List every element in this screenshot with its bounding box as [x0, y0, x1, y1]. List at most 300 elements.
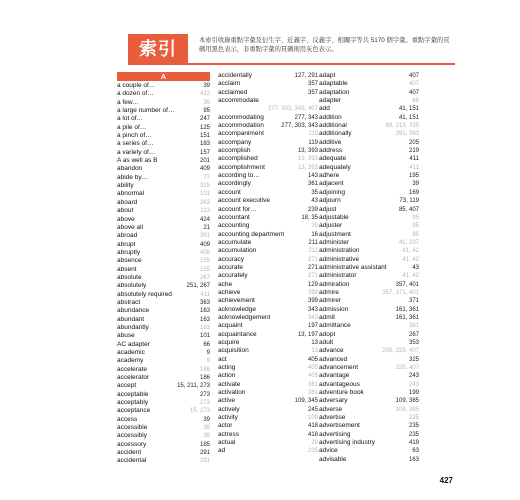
index-entry	[117, 324, 210, 332]
entry-pages: 363	[199, 299, 210, 306]
page-number: 427	[439, 476, 453, 485]
entry-pages: 163	[408, 456, 419, 463]
index-entry	[117, 207, 210, 215]
entry-pages: 186	[199, 375, 210, 382]
entry-pages: 109, 385	[395, 398, 419, 405]
index-entry	[117, 416, 210, 424]
entry-word: acceptance	[117, 407, 151, 415]
entry-pages: 422	[199, 91, 210, 98]
index-entry	[117, 424, 210, 432]
entry-pages: 235	[307, 448, 318, 455]
entry-word: abuse	[117, 332, 135, 340]
entry-pages: 183	[199, 141, 210, 148]
entry-word: adequate	[319, 155, 347, 163]
index-entry	[319, 297, 419, 305]
entry-pages: 273	[199, 400, 210, 407]
entry-pages: 163	[199, 324, 210, 331]
index-entry	[319, 214, 419, 222]
entry-pages: 243	[408, 381, 419, 388]
entry-word: advertising	[319, 430, 351, 438]
entry-word: acquire	[218, 339, 240, 346]
index-entry	[117, 307, 210, 315]
index-entry	[218, 222, 318, 230]
entry-pages: 95	[412, 214, 419, 221]
entry-word: ache	[218, 280, 233, 288]
entry-word: accomplish	[218, 147, 251, 155]
index-entry	[319, 189, 419, 197]
entry-word: adjust	[319, 205, 337, 213]
entry-pages: 119	[308, 139, 318, 146]
entry-word: accident	[117, 449, 142, 457]
index-entry	[117, 274, 210, 282]
index-entry	[218, 155, 318, 163]
entry-word: acquaint	[218, 322, 243, 330]
index-entry	[319, 456, 419, 464]
index-entry	[117, 391, 210, 399]
entry-word: admiration	[319, 280, 350, 288]
entry-pages: 411	[200, 291, 210, 298]
index-entry	[218, 306, 318, 314]
index-entry	[117, 90, 210, 98]
entry-word: advantageous	[319, 380, 360, 388]
entry-word: adapter	[319, 97, 342, 105]
entry-word: admire	[319, 288, 339, 296]
entry-pages: 381	[307, 390, 318, 397]
entry-pages: 169	[408, 189, 419, 196]
entry-word: adult	[319, 339, 334, 346]
entry-word: above	[117, 215, 135, 223]
entry-pages: 357	[307, 89, 318, 96]
entry-pages: 69, 213, 335	[385, 123, 419, 130]
index-entry	[117, 140, 210, 148]
entry-word: achieve	[218, 288, 241, 296]
entry-word: abrupt	[117, 240, 136, 248]
entry-word: additional	[319, 122, 347, 130]
index-entry	[319, 414, 419, 422]
index-entry	[218, 172, 318, 180]
index-entry	[319, 172, 419, 180]
entry-word: administrative	[319, 255, 360, 263]
entry-word: adopt	[319, 330, 336, 338]
entry-word: adventure book	[319, 389, 364, 397]
entry-pages: 235	[408, 415, 419, 422]
title-divider	[128, 63, 455, 65]
entry-pages: 411	[409, 156, 419, 163]
index-entry	[319, 122, 419, 130]
index-entry	[319, 431, 419, 439]
entry-pages: 155	[199, 266, 210, 273]
entry-pages: 41, 237	[398, 239, 419, 246]
entry-pages: 39	[203, 83, 210, 89]
entry-pages: 129	[307, 281, 318, 288]
index-entry	[319, 406, 419, 414]
entry-pages: 39	[203, 433, 210, 440]
entry-word: acting	[218, 364, 236, 372]
index-entry	[319, 80, 419, 88]
entry-word: acclaim	[218, 80, 241, 88]
index-entry	[218, 397, 318, 405]
entry-pages: 29	[311, 440, 318, 447]
entry-pages: 95	[203, 108, 210, 115]
index-entry	[218, 389, 318, 397]
entry-pages: 357, 401	[395, 281, 419, 288]
index-title: 索引	[128, 34, 188, 64]
entry-pages: 13	[311, 340, 318, 346]
entry-word: a pile of…	[117, 123, 147, 131]
entry-pages: 13, 393	[297, 156, 318, 163]
entry-word: absolute	[117, 273, 142, 281]
entry-word: accordingly	[218, 180, 251, 188]
index-entry	[117, 349, 210, 357]
entry-word: according to…	[218, 172, 260, 180]
entry-word: academy	[117, 357, 144, 365]
entry-pages: 41, 151	[398, 106, 419, 113]
entry-pages: 16	[311, 231, 318, 238]
index-entry	[218, 297, 318, 305]
index-entry	[117, 257, 210, 265]
entry-word: accessibly	[117, 432, 147, 440]
entry-word: abundantly	[117, 323, 149, 331]
entry-word: absolutely	[117, 282, 147, 290]
index-entry	[117, 115, 210, 123]
index-entry	[117, 266, 210, 274]
entry-pages: 197	[307, 323, 318, 330]
entry-pages: 245	[307, 406, 318, 413]
index-entry	[218, 414, 318, 422]
index-entry	[218, 422, 318, 430]
entry-pages: 9	[206, 350, 210, 356]
index-entry	[218, 447, 318, 455]
entry-word: accountant	[218, 213, 250, 221]
entry-pages: 343	[307, 314, 318, 321]
entry-word: advancement	[319, 364, 359, 372]
entry-pages: 101	[199, 333, 210, 340]
entry-pages: 405	[307, 356, 318, 363]
entry-word: add	[319, 105, 330, 113]
index-entry	[218, 89, 318, 97]
index-entry	[117, 241, 210, 249]
index-entry	[218, 239, 318, 247]
index-entry	[117, 216, 210, 224]
entry-pages: 271	[307, 273, 318, 280]
entry-word: accounting	[218, 222, 250, 230]
entry-word: account	[218, 188, 241, 196]
index-entry	[319, 231, 419, 239]
entry-pages: 9	[206, 358, 210, 365]
index-entry	[218, 164, 318, 172]
index-entry	[319, 247, 419, 255]
entry-word: accompany	[218, 138, 252, 146]
entry-word: active	[218, 397, 235, 405]
entry-pages: 161, 361	[395, 306, 419, 313]
entry-pages: 155	[199, 258, 210, 265]
entry-word: adverse	[319, 405, 343, 413]
entry-word: address	[319, 147, 343, 155]
entry-word: advice	[319, 447, 338, 455]
entry-pages: 15, 273	[189, 408, 210, 415]
entry-pages: 424	[199, 216, 210, 223]
entry-pages: 41, 42	[402, 256, 419, 263]
index-entry	[117, 224, 210, 232]
entry-pages: 39	[203, 416, 210, 423]
entry-pages: 405	[307, 373, 318, 380]
entry-word: administrator	[319, 272, 357, 280]
entry-word: accommodation	[218, 122, 264, 130]
entry-word: adjacent	[319, 180, 344, 188]
entry-word: A as well as B	[117, 157, 158, 165]
entry-pages: 119	[308, 131, 318, 138]
index-entry	[319, 222, 419, 230]
entry-pages: 219	[408, 148, 419, 155]
entry-word: acknowledgement	[218, 313, 271, 321]
entry-word: activity	[218, 414, 238, 422]
index-entry	[117, 457, 210, 465]
letter-header-a: A	[117, 72, 210, 81]
index-entry	[319, 372, 419, 380]
index-entry	[117, 382, 210, 390]
index-entry	[117, 366, 210, 374]
entry-pages: 63	[412, 448, 419, 455]
index-entry	[319, 447, 419, 455]
index-entry	[218, 72, 318, 80]
entry-pages: 325	[408, 356, 419, 363]
entry-word: accessible	[117, 424, 148, 432]
entry-word: AC adapter	[117, 340, 150, 348]
entry-word: account for…	[218, 205, 257, 213]
entry-pages: 186	[199, 366, 210, 373]
entry-word: accommodating	[218, 113, 264, 121]
entry-pages: 41, 42	[402, 273, 419, 280]
entry-pages: 205, 325, 407	[382, 348, 419, 355]
index-entry	[218, 289, 318, 297]
index-entry	[117, 232, 210, 240]
entry-pages: 211	[308, 248, 318, 255]
entry-pages: 277, 343	[294, 114, 318, 121]
entry-pages: 109, 345	[294, 398, 318, 405]
entry-word: admit	[319, 313, 335, 321]
index-entry	[117, 282, 210, 290]
entry-pages: 409	[199, 249, 210, 256]
index-entry	[218, 264, 318, 272]
entry-pages: 35	[311, 223, 318, 230]
index-entry	[218, 122, 318, 130]
entry-word: a few…	[117, 98, 140, 106]
entry-word: adaptable	[319, 80, 348, 88]
entry-word: additive	[319, 138, 342, 146]
index-entry	[117, 124, 210, 132]
entry-pages: 163	[199, 308, 210, 315]
entry-word: adapt	[319, 72, 336, 79]
entry-word: ability	[117, 182, 134, 190]
index-entry	[319, 289, 419, 297]
entry-word: adjustment	[319, 230, 351, 238]
index-entry	[319, 331, 419, 339]
entry-word: a lot of…	[117, 115, 144, 123]
index-column-1	[117, 72, 210, 466]
entry-word: a pinch of…	[117, 132, 152, 140]
entry-pages: 371	[408, 298, 419, 305]
index-entry	[319, 397, 419, 405]
index-entry	[218, 214, 318, 222]
entry-pages: 235	[408, 423, 419, 430]
entry-pages: 39	[203, 425, 210, 432]
entry-word: activation	[218, 389, 246, 397]
entry-pages: 343	[307, 306, 318, 313]
entry-word: acceptable	[117, 390, 149, 398]
index-entry	[319, 347, 419, 355]
entry-word: additionally	[319, 130, 352, 138]
entry-word: advantage	[319, 372, 350, 380]
index-entry	[319, 105, 419, 113]
index-entry	[117, 182, 210, 190]
index-entry	[218, 347, 318, 355]
index-entry	[319, 164, 419, 172]
entry-word: adjoining	[319, 188, 346, 196]
entry-word: absolutely required	[117, 290, 172, 298]
entry-word: actress	[218, 430, 239, 438]
entry-word: actively	[218, 405, 240, 413]
entry-pages: 405	[307, 365, 318, 372]
entry-pages: 15, 211, 273	[177, 383, 210, 390]
entry-word: abroad	[117, 232, 138, 240]
entry-pages: 21	[203, 224, 210, 231]
entry-pages: 66	[203, 341, 210, 348]
index-entry	[117, 149, 210, 157]
entry-pages: 357	[307, 81, 318, 88]
index-entry	[218, 105, 318, 113]
entry-pages: 277, 303, 343	[281, 123, 318, 130]
entry-pages: 243	[408, 373, 419, 380]
entry-word: adjuster	[319, 222, 343, 230]
index-entry	[218, 272, 318, 280]
entry-pages: 85, 407	[398, 206, 419, 213]
entry-pages: 143	[307, 173, 318, 180]
index-entry	[117, 99, 210, 107]
entry-word: advertise	[319, 414, 346, 422]
entry-word: acquisition	[218, 347, 249, 355]
entry-word: advertising industry	[319, 439, 375, 447]
index-entry	[117, 432, 210, 440]
index-entry	[218, 439, 318, 447]
index-entry	[218, 180, 318, 188]
entry-pages: 18, 35	[301, 214, 318, 221]
entry-pages: 399	[307, 298, 318, 305]
entry-word: actor	[218, 422, 233, 430]
index-entry	[218, 247, 318, 255]
entry-pages: 361	[408, 323, 419, 330]
index-entry	[218, 206, 318, 214]
index-entry	[218, 130, 318, 138]
index-entry	[319, 155, 419, 163]
index-entry	[117, 199, 210, 207]
entry-word: advisable	[319, 455, 347, 463]
entry-pages: 109	[307, 415, 318, 422]
entry-word: accounting department	[218, 230, 285, 238]
entry-pages: 199	[408, 390, 419, 397]
entry-pages: 13, 393	[297, 164, 318, 171]
entry-pages: 13, 393	[297, 148, 318, 155]
entry-word: administration	[319, 247, 360, 255]
index-entry	[218, 97, 318, 105]
entry-pages: 127, 291	[294, 73, 318, 79]
entry-word: ad	[218, 447, 226, 455]
entry-word: account executive	[218, 197, 271, 205]
entry-pages: 353	[408, 340, 419, 346]
entry-word: abstract	[117, 298, 141, 306]
entry-pages: 161, 361	[395, 314, 419, 321]
entry-pages: 271	[307, 256, 318, 263]
entry-word: accelerate	[117, 365, 147, 373]
entry-pages: 195	[408, 173, 419, 180]
entry-pages: 391, 393	[395, 131, 419, 138]
index-entry	[319, 389, 419, 397]
index-entry	[319, 281, 419, 289]
entry-pages: 407	[408, 73, 419, 79]
entry-word: admission	[319, 305, 349, 313]
entry-pages: 418	[307, 431, 318, 438]
index-entry	[117, 132, 210, 140]
entry-pages: 95	[412, 223, 419, 230]
index-entry	[218, 281, 318, 289]
entry-pages: 277, 303, 343, 407	[267, 106, 318, 113]
index-entry	[117, 157, 210, 165]
index-entry	[319, 180, 419, 188]
index-entry	[218, 189, 318, 197]
entry-word: acceptably	[117, 399, 149, 407]
entry-word: abnormal	[117, 190, 145, 198]
entry-pages: 73, 119	[399, 198, 419, 205]
index-entry	[218, 331, 318, 339]
index-entry	[218, 139, 318, 147]
index-entry	[319, 356, 419, 364]
entry-word: academic	[117, 349, 145, 356]
entry-pages: 13	[311, 348, 318, 355]
entry-pages: 125	[199, 124, 210, 131]
entry-pages: 419	[408, 440, 419, 447]
entry-word: accomplishment	[218, 163, 265, 171]
entry-pages: 201	[199, 158, 210, 165]
index-entry	[218, 231, 318, 239]
index-entry	[218, 314, 318, 322]
index-entry	[218, 381, 318, 389]
entry-pages: 101	[199, 191, 210, 198]
entry-pages: 163	[199, 316, 210, 323]
entry-word: acquaintance	[218, 330, 257, 338]
entry-word: adaptation	[319, 88, 350, 96]
entry-word: above all	[117, 223, 144, 231]
entry-pages: 381	[307, 381, 318, 388]
entry-word: a variety of…	[117, 148, 156, 156]
entry-word: action	[218, 372, 236, 380]
entry-pages: 66	[412, 98, 419, 105]
entry-pages: 77	[203, 174, 210, 181]
entry-word: actual	[218, 439, 236, 447]
entry-pages: 271	[307, 264, 318, 271]
entry-word: achievement	[218, 297, 255, 305]
entry-word: advance	[319, 347, 344, 355]
index-entry	[319, 72, 419, 80]
entry-pages: 247	[199, 116, 210, 123]
entry-pages: 39	[203, 99, 210, 106]
entry-word: administer	[319, 238, 349, 246]
index-entry	[319, 381, 419, 389]
entry-pages: 361	[307, 181, 318, 188]
entry-pages: 325, 407	[395, 365, 419, 372]
index-entry	[218, 431, 318, 439]
entry-word: accommodate	[218, 97, 259, 105]
index-entry	[117, 441, 210, 449]
entry-word: a dozen of…	[117, 90, 154, 98]
